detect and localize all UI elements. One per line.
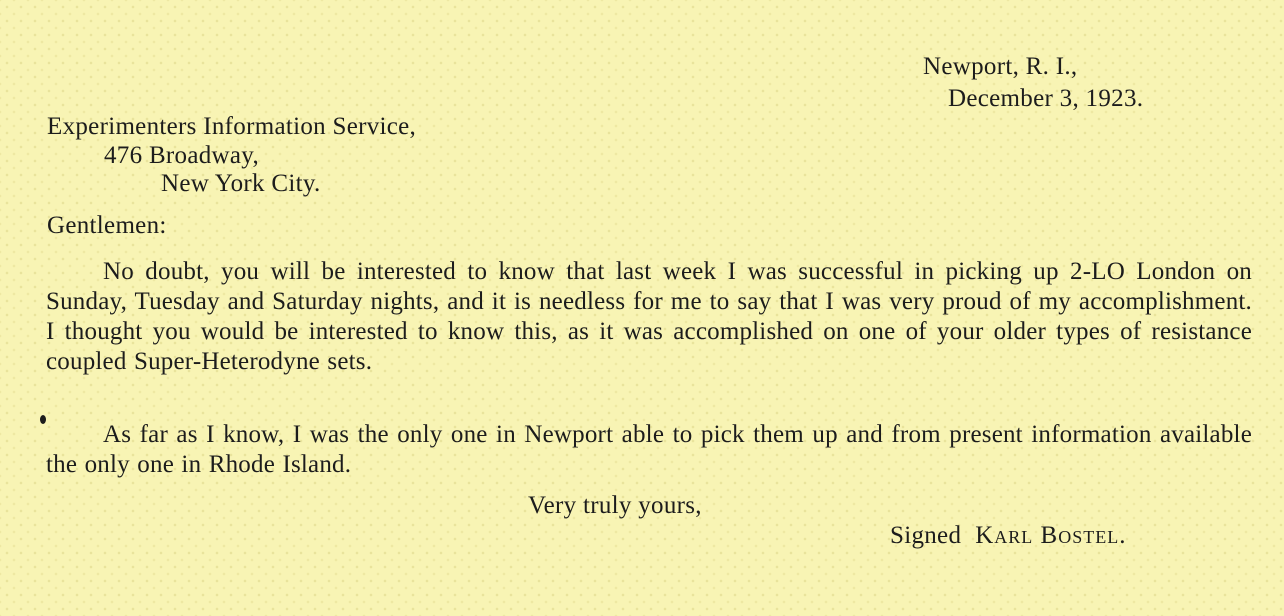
body-paragraph-1: No doubt, you will be interested to know that last week I was successful in picking up 2-LO London on Sunday, Tuesday and Saturday nights, and it is needless for me to say that I was very proud of my accomplishment. I thought you would be interested to know this, as it was accomplished on one of your older types of resistance coupled Super-Heterodyne sets. (46, 258, 1252, 375)
closing: Very truly yours, (528, 492, 702, 519)
letter-date: December 3, 1923. (948, 85, 1144, 112)
body-paragraph-2: As far as I know, I was the only one in Newport able to pick them up and from present information available the only one in Rhode Island. (46, 421, 1252, 478)
recipient-street: 476 Broadway, (104, 142, 260, 169)
letter-place: Newport, R. I., (923, 53, 1078, 80)
signature-name: Karl Bostel. (975, 522, 1127, 549)
salutation: Gentlemen: (47, 212, 167, 239)
signature-line (890, 521, 1126, 551)
recipient-city: New York City. (161, 170, 321, 197)
signature-prefix: Signed (890, 522, 962, 549)
recipient-name: Experimenters Information Service, (47, 113, 417, 140)
